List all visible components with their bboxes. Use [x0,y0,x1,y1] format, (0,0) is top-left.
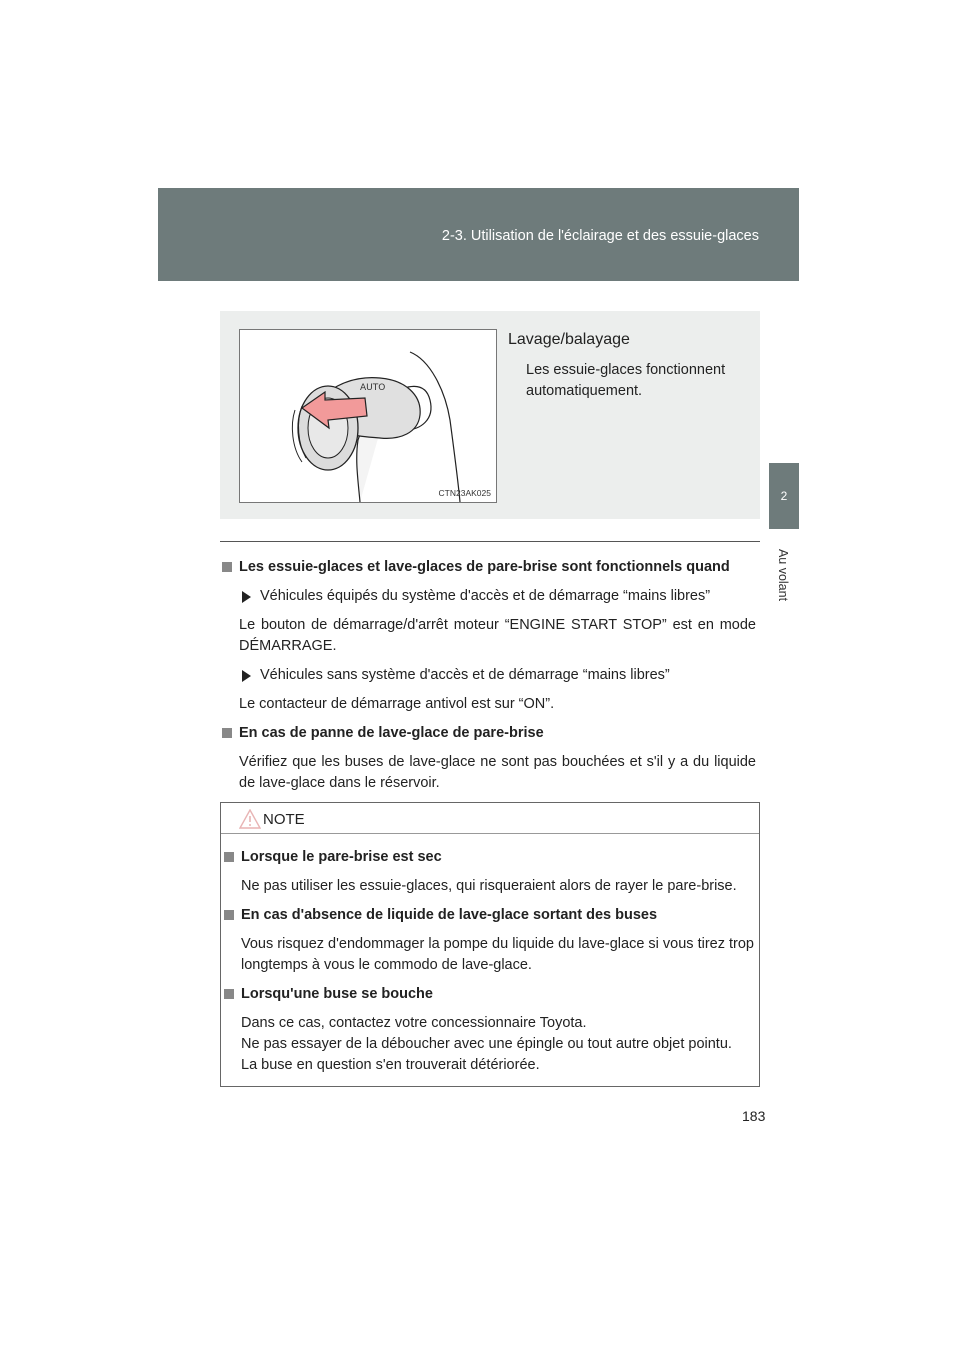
condition-item [222,665,756,686]
square-bullet-icon [222,728,232,738]
condition-label: Véhicules équipés du système d'accès et de démarrage “mains libres” [260,588,711,604]
note-paragraph: Ne pas essayer de la déboucher avec une épingle ou tout autre objet pointu. [241,1036,732,1052]
note-item-heading-text: En cas d'absence de liquide de lave-glace sortant des buses [241,907,658,923]
illustration-code: CTN23AK025 [438,488,491,498]
chapter-label-text: Au volant [776,548,790,602]
note-paragraph: La buse en question s'en trouverait détériorée. [241,1057,540,1073]
note-paragraph: Vous risquez d'endommager la pompe du liquide du lave-glace si vous tirez trop longtemps à vous le commodo de lave-glace. [241,936,754,973]
note-paragraph: Ne pas utiliser les essuie-glaces, qui risqueraient alors de rayer le pare-brise. [241,878,737,894]
note-body [224,847,754,1084]
note-box [220,802,760,1087]
square-bullet-icon [222,562,232,572]
illustration-heading: Lavage/balayage [508,331,630,348]
condition-item [222,586,756,607]
paragraph: Le bouton de démarrage/d'arrêt moteur “ENGINE START STOP” est en mode DÉMARRAGE. [239,617,756,654]
note-header [221,803,759,834]
note-title: NOTE [263,811,305,828]
note-paragraph: Dans ce cas, contactez votre concessionnaire Toyota. [241,1015,587,1031]
section-heading [222,723,756,744]
square-bullet-icon [224,989,234,999]
wiper-lever-illustration [240,330,496,502]
note-item-heading-text: Lorsqu'une buse se bouche [241,986,433,1002]
warning-icon [239,809,261,829]
section-heading-text: Les essuie-glaces et lave-glaces de pare-brise sont fonctionnels quand [239,559,730,575]
svg-text:AUTO: AUTO [360,383,386,393]
illustration-panel [220,311,760,519]
page-number: 183 [742,1108,766,1124]
condition-label: Véhicules sans système d'accès et de démarrage “mains libres” [260,667,670,683]
main-content [222,557,756,802]
paragraph: Vérifiez que les buses de lave-glace ne sont pas bouchées et s'il y a du liquide de lave-glace dans le réservoir. [239,754,756,791]
note-item-heading-text: Lorsque le pare-brise est sec [241,849,442,865]
divider [220,541,760,542]
note-item-heading [224,905,754,926]
square-bullet-icon [224,910,234,920]
triangle-bullet-icon [242,670,251,682]
section-header [158,188,799,281]
chapter-tab: 2 [769,463,799,529]
square-bullet-icon [224,852,234,862]
illustration-frame [239,329,497,503]
chapter-label [766,540,800,610]
section-heading-text: En cas de panne de lave-glace de pare-brise [239,725,544,741]
paragraph: Le contacteur de démarrage antivol est sur “ON”. [239,696,555,712]
section-heading [222,557,756,578]
triangle-bullet-icon [242,591,251,603]
section-title: 2-3. Utilisation de l'éclairage et des essuie-glaces [441,228,759,244]
illustration-description: Les essuie-glaces fonctionnent automatiquement. [526,362,726,399]
note-item-heading [224,847,754,868]
note-item-heading [224,984,754,1005]
